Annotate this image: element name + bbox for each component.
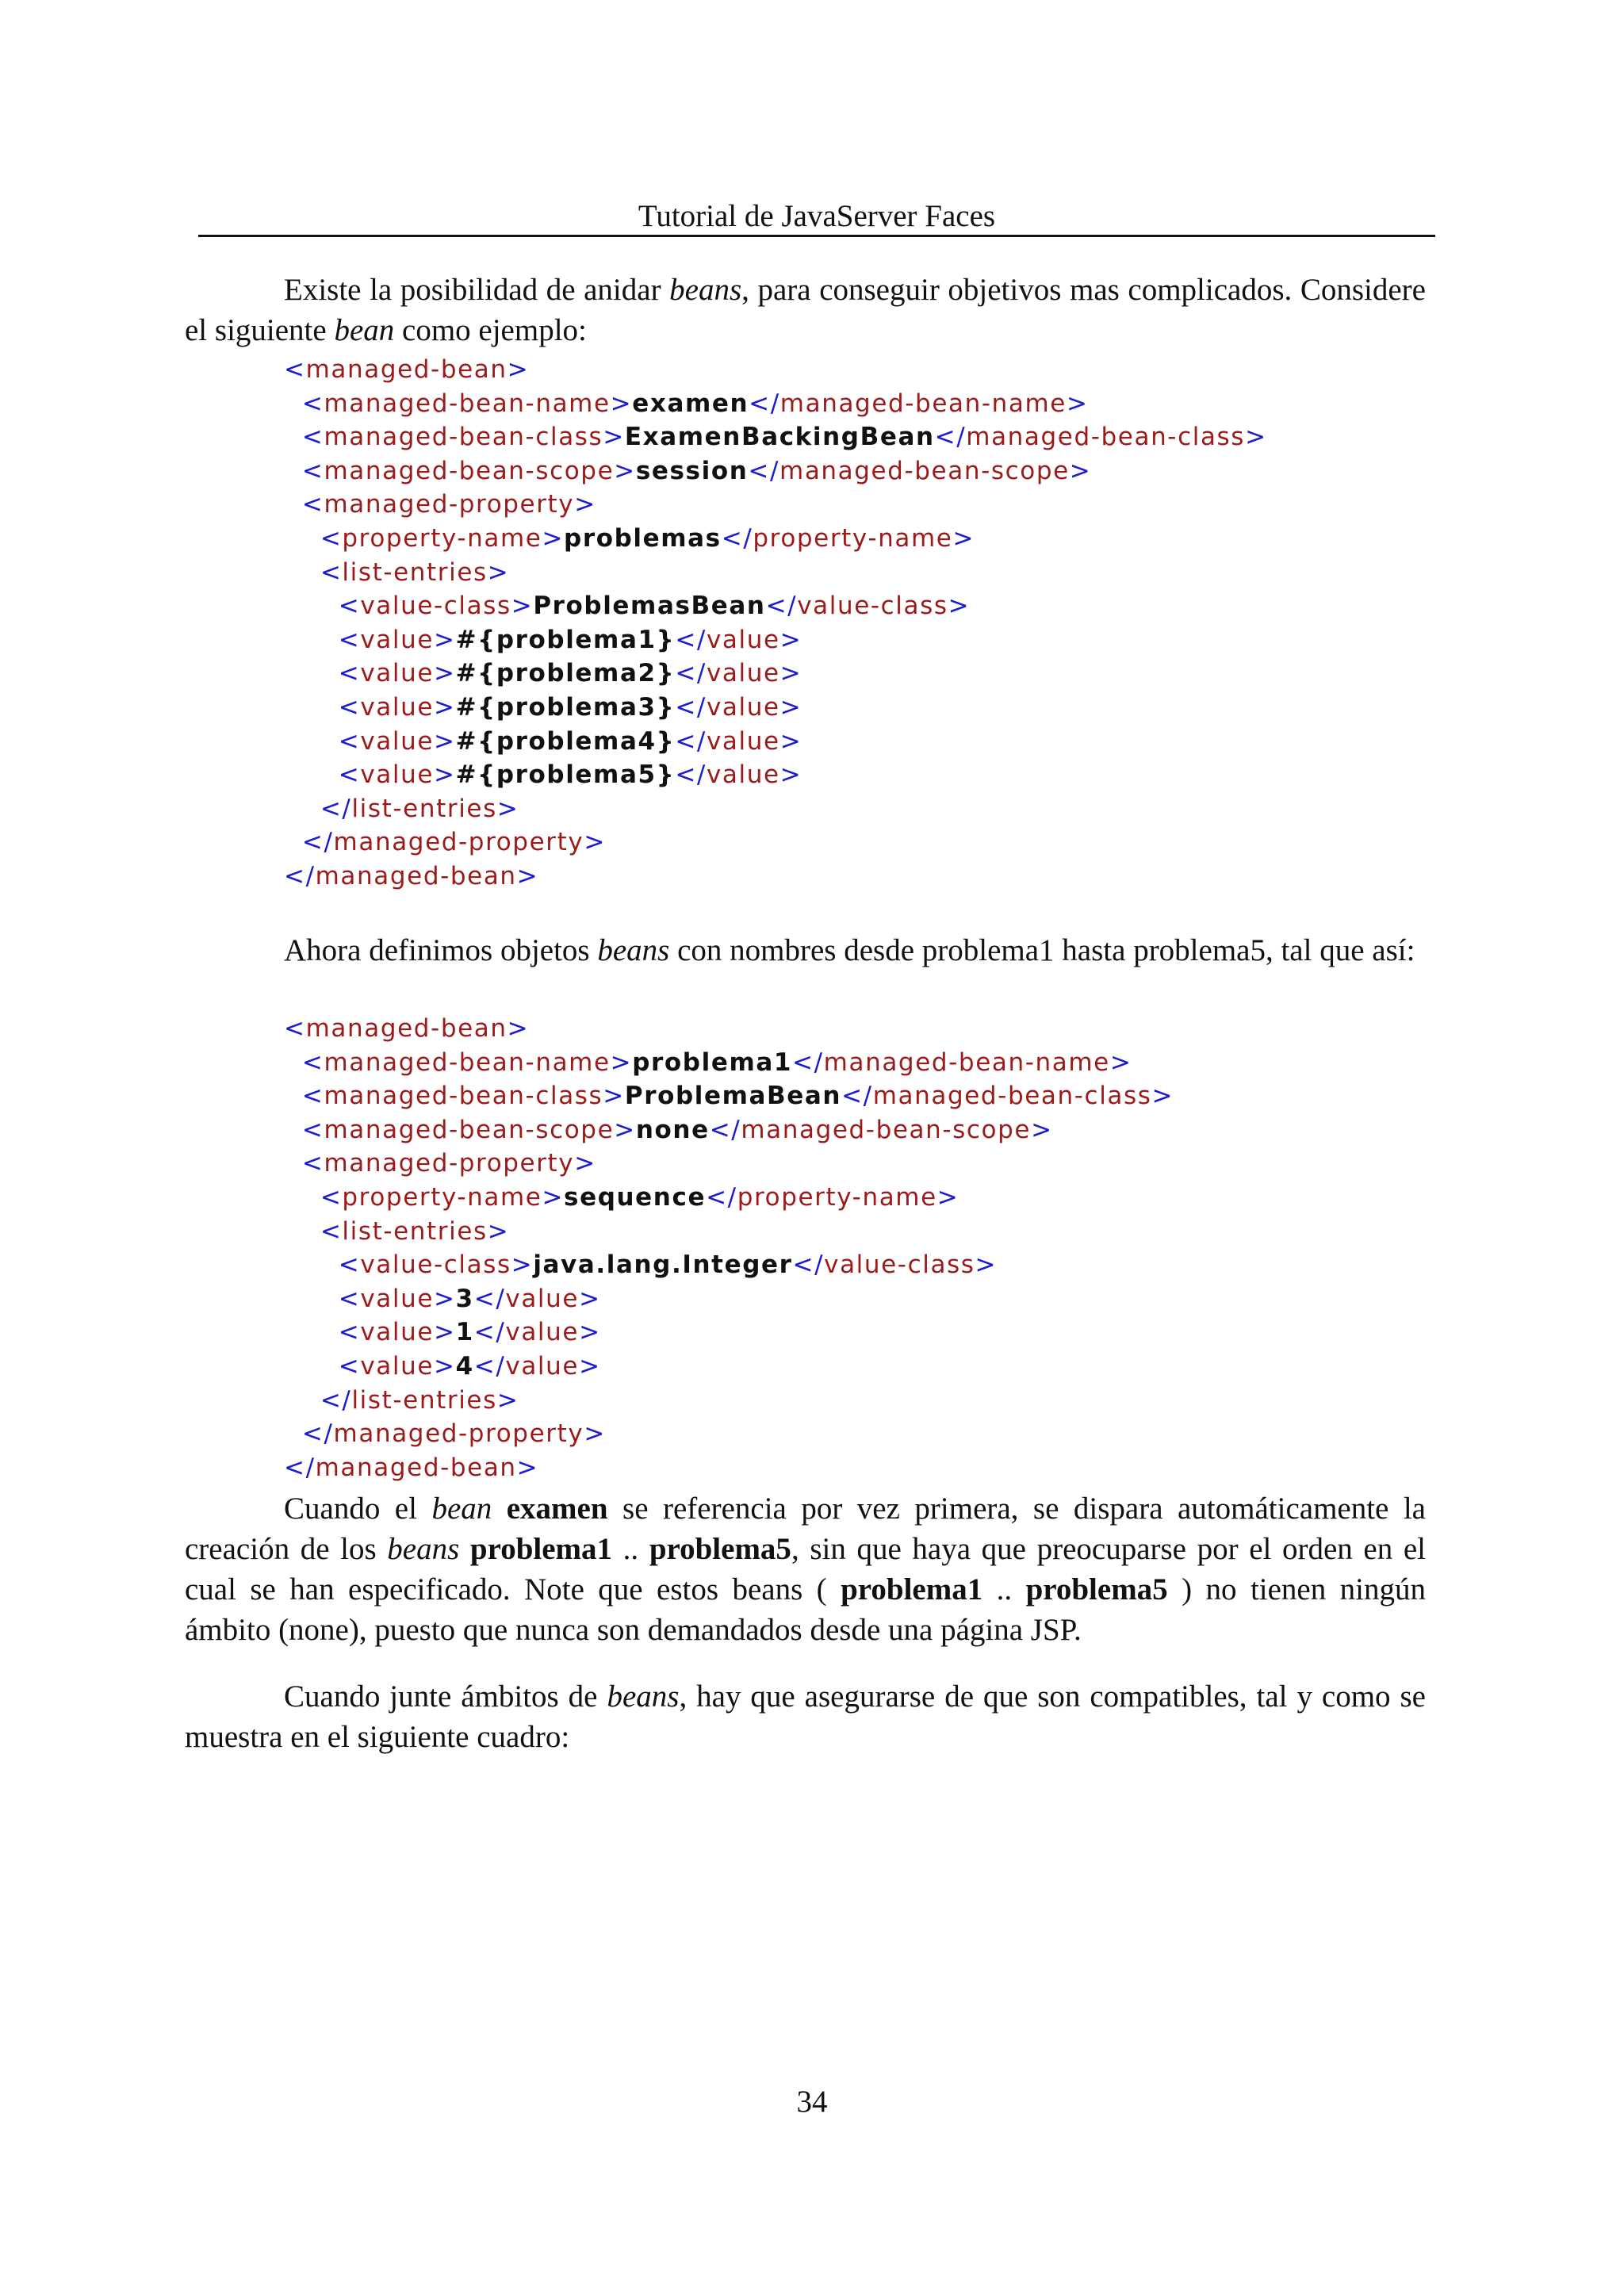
text: , hay que asegurarse de que son compatibles, tal y como se muestra en el siguiente cuadro:	[185, 1679, 1426, 1754]
bracket: >	[952, 523, 975, 553]
bracket: >	[579, 1318, 601, 1347]
code-line	[284, 1350, 1174, 1384]
code-line	[284, 1012, 1174, 1046]
bracket: >	[779, 726, 802, 756]
bracket: >	[779, 625, 802, 654]
xml-tag: value-class	[360, 1250, 511, 1280]
code-line	[284, 556, 1267, 590]
bracket: <	[301, 389, 324, 418]
code-line	[284, 1248, 1174, 1282]
bracket: </	[748, 456, 780, 485]
bracket: </	[473, 1284, 506, 1313]
bracket: >	[603, 1082, 625, 1111]
bracket: >	[487, 1216, 510, 1246]
xml-tag: list-entries	[351, 794, 497, 823]
bracket: </	[473, 1318, 506, 1347]
emphasis: beans	[597, 933, 670, 967]
xml-tag: value	[706, 625, 780, 654]
xml-tag: property-name	[342, 523, 542, 553]
bracket: >	[614, 456, 636, 485]
bracket: <	[338, 726, 361, 756]
xml-tag: managed-bean-scope	[779, 456, 1070, 485]
xml-tag: managed-bean-scope	[741, 1115, 1032, 1144]
bracket: <	[301, 1149, 324, 1178]
text: como ejemplo:	[394, 313, 587, 347]
bracket: <	[338, 592, 361, 621]
bracket: >	[610, 1047, 633, 1077]
bracket: </	[675, 760, 707, 790]
bracket: >	[542, 523, 565, 553]
text: Cuando el	[284, 1492, 432, 1526]
code-line	[284, 353, 1267, 387]
bracket: </	[675, 692, 707, 722]
bracket: >	[487, 557, 510, 587]
bracket: >	[948, 592, 971, 621]
bracket: >	[584, 828, 606, 857]
header-rule	[198, 235, 1435, 237]
xml-tag: managed-bean-class	[324, 423, 603, 452]
xml-tag: property-name	[753, 523, 953, 553]
bracket: >	[574, 490, 596, 519]
xml-tag: managed-bean-name	[324, 389, 611, 418]
code-line	[284, 1417, 1174, 1451]
paragraph-scope-compatibility	[185, 1676, 1426, 1757]
xml-tag: property-name	[737, 1182, 937, 1212]
bracket: <	[338, 659, 361, 688]
text	[459, 1532, 470, 1566]
bracket: >	[434, 726, 456, 756]
xml-value: examen	[632, 389, 749, 418]
page-header: Tutorial de JavaServer Faces	[638, 199, 996, 233]
xml-value: ProblemasBean	[533, 592, 766, 621]
strong: examen	[506, 1492, 608, 1526]
emphasis: beans	[387, 1532, 460, 1566]
code-line	[284, 623, 1267, 657]
bracket: <	[320, 1182, 343, 1212]
bracket: </	[301, 1419, 334, 1449]
bracket: </	[284, 1453, 316, 1482]
code-line	[284, 1451, 1174, 1485]
xml-value: ExamenBackingBean	[624, 423, 935, 452]
strong: problema1	[469, 1532, 613, 1566]
bracket: </	[841, 1082, 873, 1111]
xml-tag: list-entries	[342, 1216, 488, 1246]
bracket: >	[507, 1014, 530, 1043]
xml-value: #{problema5}	[455, 760, 676, 790]
bracket: </	[675, 659, 707, 688]
bracket: >	[434, 1284, 456, 1313]
xml-tag: value	[360, 1284, 434, 1313]
bracket: <	[301, 490, 324, 519]
emphasis: bean	[431, 1492, 492, 1526]
bracket: </	[792, 1250, 825, 1280]
xml-tag: list-entries	[351, 1385, 497, 1415]
text	[492, 1492, 506, 1526]
xml-tag: property-name	[342, 1182, 542, 1212]
paragraph-nested-beans	[185, 270, 1426, 350]
xml-value: #{problema1}	[455, 625, 676, 654]
text: Ahora definimos objetos	[284, 933, 598, 967]
code-line	[284, 792, 1267, 826]
code-line	[284, 1079, 1174, 1113]
bracket: >	[542, 1182, 565, 1212]
bracket: <	[320, 523, 343, 553]
bracket: </	[706, 1182, 737, 1212]
xml-tag: value	[360, 692, 434, 722]
xml-tag: managed-bean-scope	[324, 1115, 615, 1144]
xml-value: #{problema2}	[455, 659, 676, 688]
bracket: <	[338, 625, 361, 654]
bracket: >	[579, 1351, 601, 1381]
strong: problema5	[1025, 1572, 1168, 1607]
bracket: <	[338, 1318, 361, 1347]
emphasis: beans	[607, 1679, 680, 1714]
bracket: <	[301, 1047, 324, 1077]
xml-tag: managed-bean	[315, 861, 517, 890]
code-line	[284, 691, 1267, 725]
bracket: <	[301, 423, 324, 452]
code-line	[284, 1113, 1174, 1147]
code-block-problema1	[284, 1012, 1174, 1484]
bracket: <	[284, 1014, 306, 1043]
xml-tag: managed-bean	[305, 1014, 508, 1043]
code-line	[284, 589, 1267, 623]
code-line	[284, 1282, 1174, 1316]
xml-tag: value	[505, 1284, 580, 1313]
xml-tag: managed-bean-name	[324, 1047, 611, 1077]
bracket: </	[320, 1385, 352, 1415]
text: Cuando junte ámbitos de	[284, 1679, 607, 1714]
bracket: >	[496, 1385, 519, 1415]
bracket: >	[574, 1149, 596, 1178]
xml-value: 1	[455, 1318, 474, 1347]
xml-tag: managed-bean-class	[324, 1082, 603, 1111]
code-line	[284, 825, 1267, 860]
bracket: >	[1151, 1082, 1174, 1111]
xml-value: session	[635, 456, 749, 485]
xml-tag: managed-property	[333, 828, 584, 857]
xml-value: #{problema4}	[455, 726, 676, 756]
xml-tag: value	[360, 1318, 434, 1347]
text: ..	[982, 1572, 1026, 1607]
bracket: <	[338, 1284, 361, 1313]
xml-value: sequence	[564, 1182, 707, 1212]
bracket: <	[284, 355, 306, 384]
page-number: 34	[796, 2085, 828, 2119]
bracket: >	[511, 1250, 534, 1280]
code-line	[284, 1215, 1174, 1249]
code-line	[284, 1181, 1174, 1215]
xml-tag: value	[505, 1318, 580, 1347]
bracket: </	[675, 625, 707, 654]
bracket: </	[765, 592, 798, 621]
xml-tag: value-class	[797, 592, 948, 621]
code-line	[284, 860, 1267, 894]
bracket: </	[284, 861, 316, 890]
text: con nombres desde problema1 hasta problema5, tal que así:	[669, 933, 1415, 967]
bracket: >	[516, 1453, 539, 1482]
bracket: </	[934, 423, 967, 452]
bracket: >	[975, 1250, 998, 1280]
xml-tag: managed-bean	[315, 1453, 517, 1482]
xml-tag: value	[706, 726, 780, 756]
code-line	[284, 1147, 1174, 1181]
bracket: >	[434, 1318, 456, 1347]
bracket: >	[779, 659, 802, 688]
text: Existe la posibilidad de anidar	[284, 273, 670, 307]
bracket: >	[516, 861, 539, 890]
xml-value: #{problema3}	[455, 692, 676, 722]
bracket: <	[338, 1351, 361, 1381]
xml-value: ProblemaBean	[624, 1082, 842, 1111]
code-line	[284, 725, 1267, 759]
bracket: >	[434, 659, 456, 688]
xml-tag: managed-bean-class	[966, 423, 1246, 452]
emphasis: beans	[669, 273, 742, 307]
xml-tag: value-class	[360, 592, 511, 621]
bracket: >	[610, 389, 633, 418]
xml-tag: value	[706, 659, 780, 688]
xml-tag: value	[505, 1351, 580, 1381]
bracket: </	[320, 794, 352, 823]
xml-tag: value	[360, 1351, 434, 1381]
bracket: >	[1245, 423, 1267, 452]
bracket: </	[301, 828, 334, 857]
bracket: >	[496, 794, 519, 823]
text: , para conseguir objetivos mas complicados. Considere el siguiente	[185, 273, 1426, 347]
xml-tag: value	[706, 760, 780, 790]
xml-tag: managed-bean-name	[823, 1047, 1110, 1077]
bracket: >	[579, 1284, 601, 1313]
bracket: >	[434, 760, 456, 790]
xml-tag: managed-property	[324, 1149, 575, 1178]
xml-tag: value	[360, 625, 434, 654]
bracket: <	[338, 1250, 361, 1280]
code-line	[284, 758, 1267, 792]
bracket: >	[779, 692, 802, 722]
bracket: <	[301, 456, 324, 485]
xml-tag: managed-property	[324, 490, 575, 519]
bracket: >	[614, 1115, 636, 1144]
xml-tag: value	[360, 726, 434, 756]
xml-tag: value	[706, 692, 780, 722]
bracket: <	[338, 760, 361, 790]
bracket: <	[301, 1115, 324, 1144]
bracket: <	[301, 1082, 324, 1111]
bracket: >	[1069, 456, 1092, 485]
xml-tag: managed-bean-class	[872, 1082, 1152, 1111]
bracket: </	[721, 523, 753, 553]
xml-value: none	[635, 1115, 710, 1144]
code-line	[284, 1046, 1174, 1080]
xml-tag: value-class	[824, 1250, 975, 1280]
bracket: </	[792, 1047, 824, 1077]
code-line	[284, 657, 1267, 691]
code-line	[284, 454, 1267, 488]
bracket: >	[603, 423, 625, 452]
bracket: >	[434, 625, 456, 654]
bracket: >	[507, 355, 530, 384]
bracket: >	[1031, 1115, 1053, 1144]
bracket: >	[511, 592, 534, 621]
xml-tag: managed-property	[333, 1419, 584, 1449]
xml-value: java.lang.Integer	[533, 1250, 793, 1280]
text: ) no tienen ningún ámbito (none), puesto que nunca son demandados desde una página JSP.	[185, 1572, 1426, 1647]
code-line	[284, 420, 1267, 454]
xml-tag: value	[360, 760, 434, 790]
xml-value: 3	[455, 1284, 474, 1313]
bracket: <	[320, 1216, 343, 1246]
code-line	[284, 1316, 1174, 1350]
xml-value: 4	[455, 1351, 474, 1381]
xml-value: problema1	[632, 1047, 793, 1077]
bracket: >	[434, 692, 456, 722]
bracket: >	[584, 1419, 606, 1449]
text: , sin que haya que preocuparse por el orden en el cual se han especificado. Note que estos beans (	[185, 1532, 1427, 1607]
strong: problema1	[841, 1572, 983, 1607]
bracket: <	[338, 692, 361, 722]
xml-tag: managed-bean	[305, 355, 508, 384]
bracket: >	[936, 1182, 959, 1212]
bracket: >	[1066, 389, 1089, 418]
bracket: >	[1109, 1047, 1132, 1077]
bracket: >	[434, 1351, 456, 1381]
bracket: </	[749, 389, 780, 418]
emphasis: bean	[334, 313, 395, 347]
xml-tag: managed-bean-scope	[324, 456, 615, 485]
strong: problema5	[649, 1532, 791, 1566]
code-block-examen	[284, 353, 1267, 894]
bracket: </	[473, 1351, 506, 1381]
xml-tag: managed-bean-name	[779, 389, 1067, 418]
text: ..	[612, 1532, 649, 1566]
bracket: >	[779, 760, 802, 790]
xml-tag: list-entries	[342, 557, 488, 587]
paragraph-examen-reference	[185, 1488, 1426, 1650]
paragraph-define-beans	[185, 930, 1426, 971]
code-line	[284, 387, 1267, 421]
xml-value: problemas	[564, 523, 722, 553]
code-line	[284, 1384, 1174, 1418]
text: se referencia por vez primera, se dispara automáticamente la creación de los	[185, 1492, 1426, 1566]
bracket: <	[320, 557, 343, 587]
bracket: </	[675, 726, 707, 756]
bracket: </	[709, 1115, 741, 1144]
code-line	[284, 488, 1267, 522]
xml-tag: value	[360, 659, 434, 688]
code-line	[284, 522, 1267, 556]
